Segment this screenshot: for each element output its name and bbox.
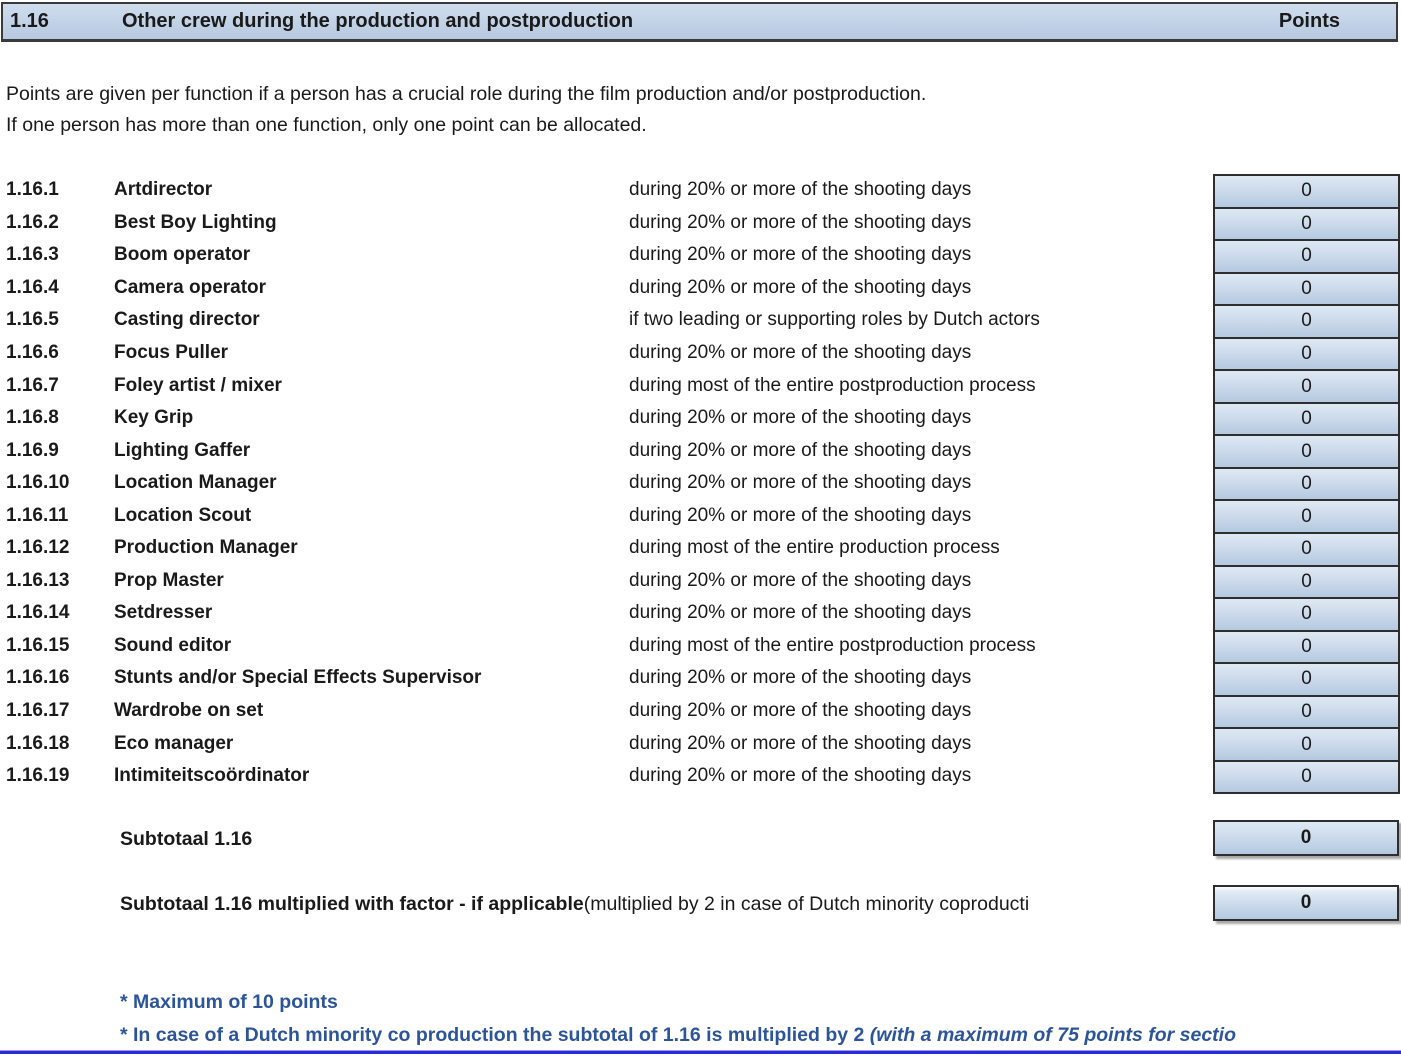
row-condition: during 20% or more of the shooting days [629, 504, 972, 526]
row-number: 1.16.16 [6, 667, 70, 689]
row-number: 1.16.11 [6, 504, 69, 526]
points-input-cell[interactable]: 0 [1213, 239, 1400, 274]
row-condition: during 20% or more of the shooting days [629, 276, 972, 298]
row-condition: during 20% or more of the shooting days [629, 667, 972, 689]
row-role: Wardrobe on set [114, 700, 264, 722]
row-condition: during 20% or more of the shooting days [629, 602, 972, 624]
subtotal-value-cell[interactable]: 0 [1213, 820, 1399, 856]
row-number: 1.16.3 [6, 244, 59, 266]
footnote-2-main: * In case of a Dutch minority co production the subtotal of 1.16 is multiplied by 2 [120, 1024, 870, 1046]
row-condition: during 20% or more of the shooting days [629, 439, 972, 461]
row-number: 1.16.6 [6, 342, 59, 363]
points-input-cell[interactable]: 0 [1213, 174, 1400, 209]
crew-row [0, 174, 1213, 207]
footnotes [120, 986, 1236, 1052]
bottom-divider-line [0, 1050, 1401, 1054]
crew-rows [0, 174, 1213, 792]
row-number: 1.16.17 [6, 700, 70, 722]
points-input-cell[interactable]: 0 [1213, 597, 1400, 632]
crew-row [0, 499, 1213, 532]
crew-row [0, 207, 1213, 240]
points-input-cell[interactable]: 0 [1213, 369, 1400, 404]
row-number: 1.16.2 [6, 211, 59, 233]
crew-row [0, 369, 1213, 402]
points-input-cell[interactable]: 0 [1213, 499, 1400, 534]
row-condition: during most of the entire postproduction process [629, 374, 1036, 396]
points-input-cell[interactable]: 0 [1213, 304, 1400, 339]
points-input-cell[interactable]: 0 [1213, 630, 1400, 665]
row-number: 1.16.9 [6, 439, 59, 461]
row-role: Best Boy Lighting [114, 211, 277, 233]
row-condition: during 20% or more of the shooting days [629, 569, 972, 591]
row-number: 1.16.5 [6, 309, 59, 331]
points-input-cell[interactable]: 0 [1213, 662, 1400, 697]
row-role: Focus Puller [114, 342, 229, 363]
row-condition: during 20% or more of the shooting days [629, 765, 972, 787]
crew-row [0, 304, 1213, 337]
row-number: 1.16.15 [6, 634, 70, 656]
points-input-cell[interactable]: 0 [1213, 207, 1400, 242]
section-number: 1.16 [10, 10, 49, 32]
subtotal-label: Subtotaal 1.16 [120, 827, 253, 850]
row-number: 1.16.12 [6, 537, 70, 559]
crew-row [0, 402, 1213, 435]
row-condition: during 20% or more of the shooting days [629, 407, 972, 429]
row-role: Key Grip [114, 407, 194, 429]
intro-line-2: If one person has more than one function, only one point can be allocated. [6, 114, 647, 136]
row-condition: during 20% or more of the shooting days [629, 732, 972, 754]
row-role: Location Manager [114, 472, 277, 494]
points-input-cell[interactable]: 0 [1213, 272, 1400, 307]
row-role: Artdirector [114, 179, 213, 201]
crew-row [0, 662, 1213, 695]
row-number: 1.16.7 [6, 374, 59, 396]
section-title: Other crew during the production and postproduction [122, 10, 634, 32]
row-number: 1.16.18 [6, 732, 70, 754]
crew-row [0, 565, 1213, 598]
crew-row [0, 760, 1213, 793]
row-number: 1.16.4 [6, 276, 59, 298]
row-role: Foley artist / mixer [114, 374, 282, 396]
points-column-header: Points [1278, 10, 1340, 32]
row-condition: during 20% or more of the shooting days [629, 700, 972, 722]
row-condition: during most of the entire postproduction process [629, 634, 1036, 656]
intro-line-1: Points are given per function if a person has a crucial role during the film production and/or postproduction. [6, 83, 927, 105]
footnote-2 [120, 1019, 1236, 1052]
crew-row [0, 727, 1213, 760]
row-role: Lighting Gaffer [114, 439, 251, 461]
row-number: 1.16.19 [6, 765, 70, 787]
crew-row [0, 467, 1213, 500]
row-role: Stunts and/or Special Effects Supervisor [114, 667, 482, 689]
points-input-cell[interactable]: 0 [1213, 695, 1400, 730]
points-input-cell[interactable]: 0 [1213, 402, 1400, 437]
row-role: Camera operator [114, 276, 267, 298]
crew-row [0, 239, 1213, 272]
row-condition: during 20% or more of the shooting days [629, 211, 972, 233]
subtotal-factor-label-bold: Subtotaal 1.16 multiplied with factor - if applicable [120, 892, 584, 915]
row-role: Boom operator [114, 244, 251, 266]
row-role: Intimiteitscoördinator [114, 765, 310, 787]
row-role: Setdresser [114, 602, 213, 624]
subtotal-factor-label-normal: (multiplied by 2 in case of Dutch minority coproducti [583, 892, 1030, 915]
row-condition: during 20% or more of the shooting days [629, 472, 972, 494]
points-input-cell[interactable]: 0 [1213, 434, 1400, 469]
crew-row [0, 630, 1213, 663]
row-number: 1.16.1 [6, 179, 59, 201]
crew-row [0, 272, 1213, 305]
points-input-cell[interactable]: 0 [1213, 467, 1400, 502]
row-role: Sound editor [114, 634, 232, 656]
row-condition: during 20% or more of the shooting days [629, 342, 972, 363]
crew-row [0, 434, 1213, 467]
row-condition: during 20% or more of the shooting days [629, 244, 972, 266]
row-role: Casting director [114, 309, 260, 331]
points-input-cell[interactable]: 0 [1213, 565, 1400, 600]
row-role: Location Scout [114, 504, 252, 526]
points-input-cell[interactable]: 0 [1213, 760, 1400, 795]
row-number: 1.16.14 [6, 602, 70, 624]
subtotal-factor-value-cell[interactable]: 0 [1213, 885, 1399, 921]
points-input-cell[interactable]: 0 [1213, 337, 1400, 372]
row-number: 1.16.8 [6, 407, 59, 429]
row-number: 1.16.13 [6, 569, 70, 591]
crew-row [0, 597, 1213, 630]
points-input-cell[interactable]: 0 [1213, 532, 1400, 567]
footnote-2-italic: (with a maximum of 75 points for sectio [869, 1024, 1237, 1046]
row-condition: if two leading or supporting roles by Dutch actors [629, 309, 1040, 331]
subtotal-factor-label [120, 886, 1390, 922]
points-column [1213, 174, 1400, 794]
row-role: Eco manager [114, 732, 234, 754]
row-role: Production Manager [114, 537, 298, 559]
section-header-bar [1, 2, 1398, 42]
crew-row [0, 532, 1213, 565]
intro-text [6, 79, 926, 141]
row-number: 1.16.10 [6, 472, 70, 494]
points-input-cell[interactable]: 0 [1213, 727, 1400, 762]
crew-row [0, 695, 1213, 728]
row-role: Prop Master [114, 569, 224, 591]
row-condition: during 20% or more of the shooting days [629, 179, 972, 201]
crew-row [0, 337, 1213, 370]
footnote-1: * Maximum of 10 points [120, 991, 338, 1013]
row-condition: during most of the entire production process [629, 537, 1000, 559]
